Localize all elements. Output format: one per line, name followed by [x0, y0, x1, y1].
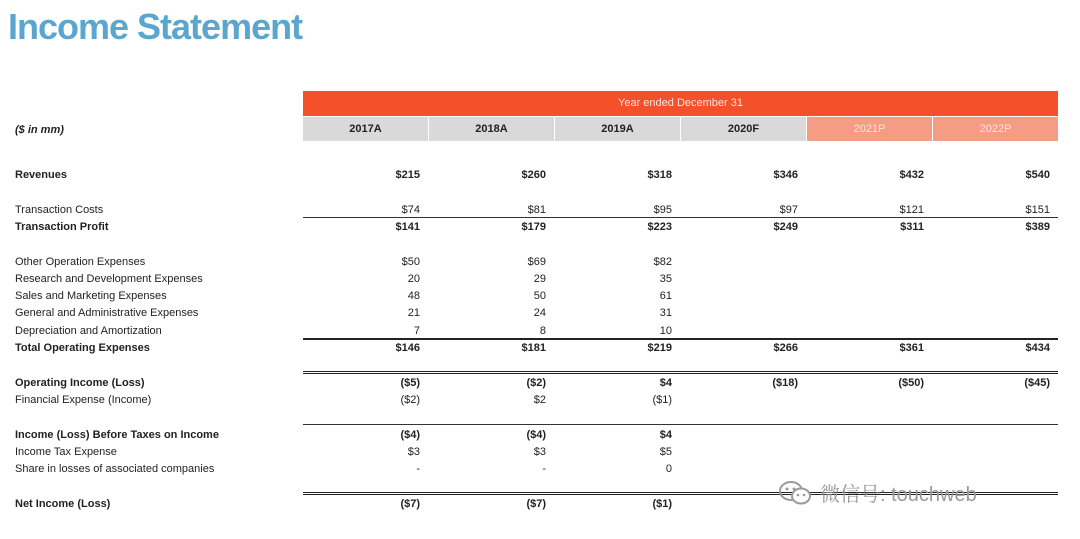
row-label: Transaction Profit	[15, 221, 109, 233]
row-general-administrative	[0, 305, 1080, 321]
cell-value: $318	[647, 169, 672, 181]
cell-value: ($7)	[526, 498, 546, 510]
cell-value: $74	[401, 204, 420, 216]
cell-value: $5	[659, 446, 672, 458]
cell-value: ($4)	[526, 429, 546, 441]
cell-value: $215	[395, 169, 420, 181]
row-share-in-losses	[0, 461, 1080, 477]
cell-value: $223	[647, 221, 672, 233]
year-header-2019a: 2019A	[555, 117, 681, 141]
cell-value: ($50)	[898, 377, 924, 389]
cell-value: 61	[659, 290, 672, 302]
cell-value: 35	[659, 273, 672, 285]
row-label: Transaction Costs	[15, 204, 104, 216]
row-label: Depreciation and Amortization	[15, 325, 162, 337]
row-label: Share in losses of associated companies	[15, 463, 215, 475]
cell-value: 10	[659, 325, 672, 337]
cell-value: ($18)	[772, 377, 798, 389]
cell-value: $4	[659, 429, 672, 441]
cell-value: $266	[773, 342, 798, 354]
cell-value: ($45)	[1024, 377, 1050, 389]
cell-value: $540	[1025, 169, 1050, 181]
row-label: Revenues	[15, 169, 67, 181]
cell-value: $95	[653, 204, 672, 216]
page-title: Income Statement	[8, 6, 303, 47]
cell-value: -	[416, 463, 420, 475]
cell-value: ($4)	[400, 429, 420, 441]
row-label: Sales and Marketing Expenses	[15, 290, 167, 302]
row-transaction-costs	[0, 202, 1080, 218]
cell-value: $3	[407, 446, 420, 458]
year-ended-banner: Year ended December 31	[303, 91, 1058, 116]
cell-value: $181	[521, 342, 546, 354]
row-income-before-taxes	[0, 427, 1080, 443]
cell-value: $432	[899, 169, 924, 181]
underline-transaction-costs	[303, 217, 1058, 218]
cell-value: 8	[539, 325, 546, 337]
cell-value: $179	[521, 221, 546, 233]
row-label: Financial Expense (Income)	[15, 394, 152, 406]
row-label: Research and Development Expenses	[15, 273, 203, 285]
units-label: ($ in mm)	[15, 124, 64, 136]
cell-value: 24	[533, 307, 546, 319]
cell-value: $4	[659, 377, 672, 389]
row-transaction-profit	[0, 219, 1080, 235]
row-research-development	[0, 271, 1080, 287]
cell-value: $434	[1025, 342, 1050, 354]
cell-value: $97	[779, 204, 798, 216]
row-label: Income Tax Expense	[15, 446, 117, 458]
row-label: Income (Loss) Before Taxes on Income	[15, 429, 219, 441]
cell-value: ($5)	[400, 377, 420, 389]
cell-value: $249	[773, 221, 798, 233]
cell-value: 48	[407, 290, 420, 302]
year-header-2017a: 2017A	[303, 117, 429, 141]
wechat-icon	[778, 480, 812, 506]
row-revenues	[0, 167, 1080, 183]
cell-value: 0	[665, 463, 672, 475]
year-header-2018a: 2018A	[429, 117, 555, 141]
cell-value: -	[542, 463, 546, 475]
cell-value: $121	[899, 204, 924, 216]
row-operating-income	[0, 375, 1080, 391]
cell-value: $82	[653, 256, 672, 268]
cell-value: 31	[659, 307, 672, 319]
cell-value: $141	[395, 221, 420, 233]
row-label: Other Operation Expenses	[15, 256, 146, 268]
year-header-row	[303, 117, 1058, 141]
cell-value: ($1)	[652, 394, 672, 406]
row-label: Operating Income (Loss)	[15, 377, 145, 389]
cell-value: 50	[533, 290, 546, 302]
cell-value: $146	[395, 342, 420, 354]
cell-value: $69	[527, 256, 546, 268]
row-label: Total Operating Expenses	[15, 342, 150, 354]
cell-value: $3	[533, 446, 546, 458]
cell-value: 20	[407, 273, 420, 285]
row-financial-expense	[0, 392, 1080, 408]
cell-value: $311	[900, 221, 924, 233]
cell-value: $151	[1025, 204, 1050, 216]
cell-value: $219	[647, 342, 672, 354]
cell-value: ($7)	[400, 498, 420, 510]
row-label: Net Income (Loss)	[15, 498, 111, 510]
watermark-text: 微信号: touchweb	[820, 484, 977, 506]
cell-value: $361	[899, 342, 924, 354]
cell-value: 7	[413, 325, 420, 337]
row-income-tax-expense	[0, 444, 1080, 460]
cell-value: ($1)	[652, 498, 672, 510]
year-header-2022p: 2022P	[933, 117, 1058, 141]
divider-operating-income	[303, 371, 1058, 374]
year-header-2020f: 2020F	[681, 117, 807, 141]
cell-value: $346	[773, 169, 798, 181]
cell-value: $389	[1025, 221, 1050, 233]
cell-value: $2	[533, 394, 546, 406]
cell-value: $260	[521, 169, 546, 181]
cell-value: $81	[527, 204, 546, 216]
cell-value: 29	[533, 273, 546, 285]
cell-value: $50	[401, 256, 420, 268]
row-label: General and Administrative Expenses	[15, 307, 199, 319]
row-other-operation-expenses	[0, 254, 1080, 270]
cell-value: 21	[407, 307, 420, 319]
year-header-2021p: 2021P	[807, 117, 933, 141]
wechat-watermark	[778, 478, 977, 507]
row-sales-marketing	[0, 288, 1080, 304]
cell-value: ($2)	[400, 394, 420, 406]
row-total-operating-expenses	[0, 340, 1080, 356]
cell-value: ($2)	[526, 377, 546, 389]
divider-before-taxes	[303, 424, 1058, 425]
row-depreciation-amortization	[0, 323, 1080, 339]
